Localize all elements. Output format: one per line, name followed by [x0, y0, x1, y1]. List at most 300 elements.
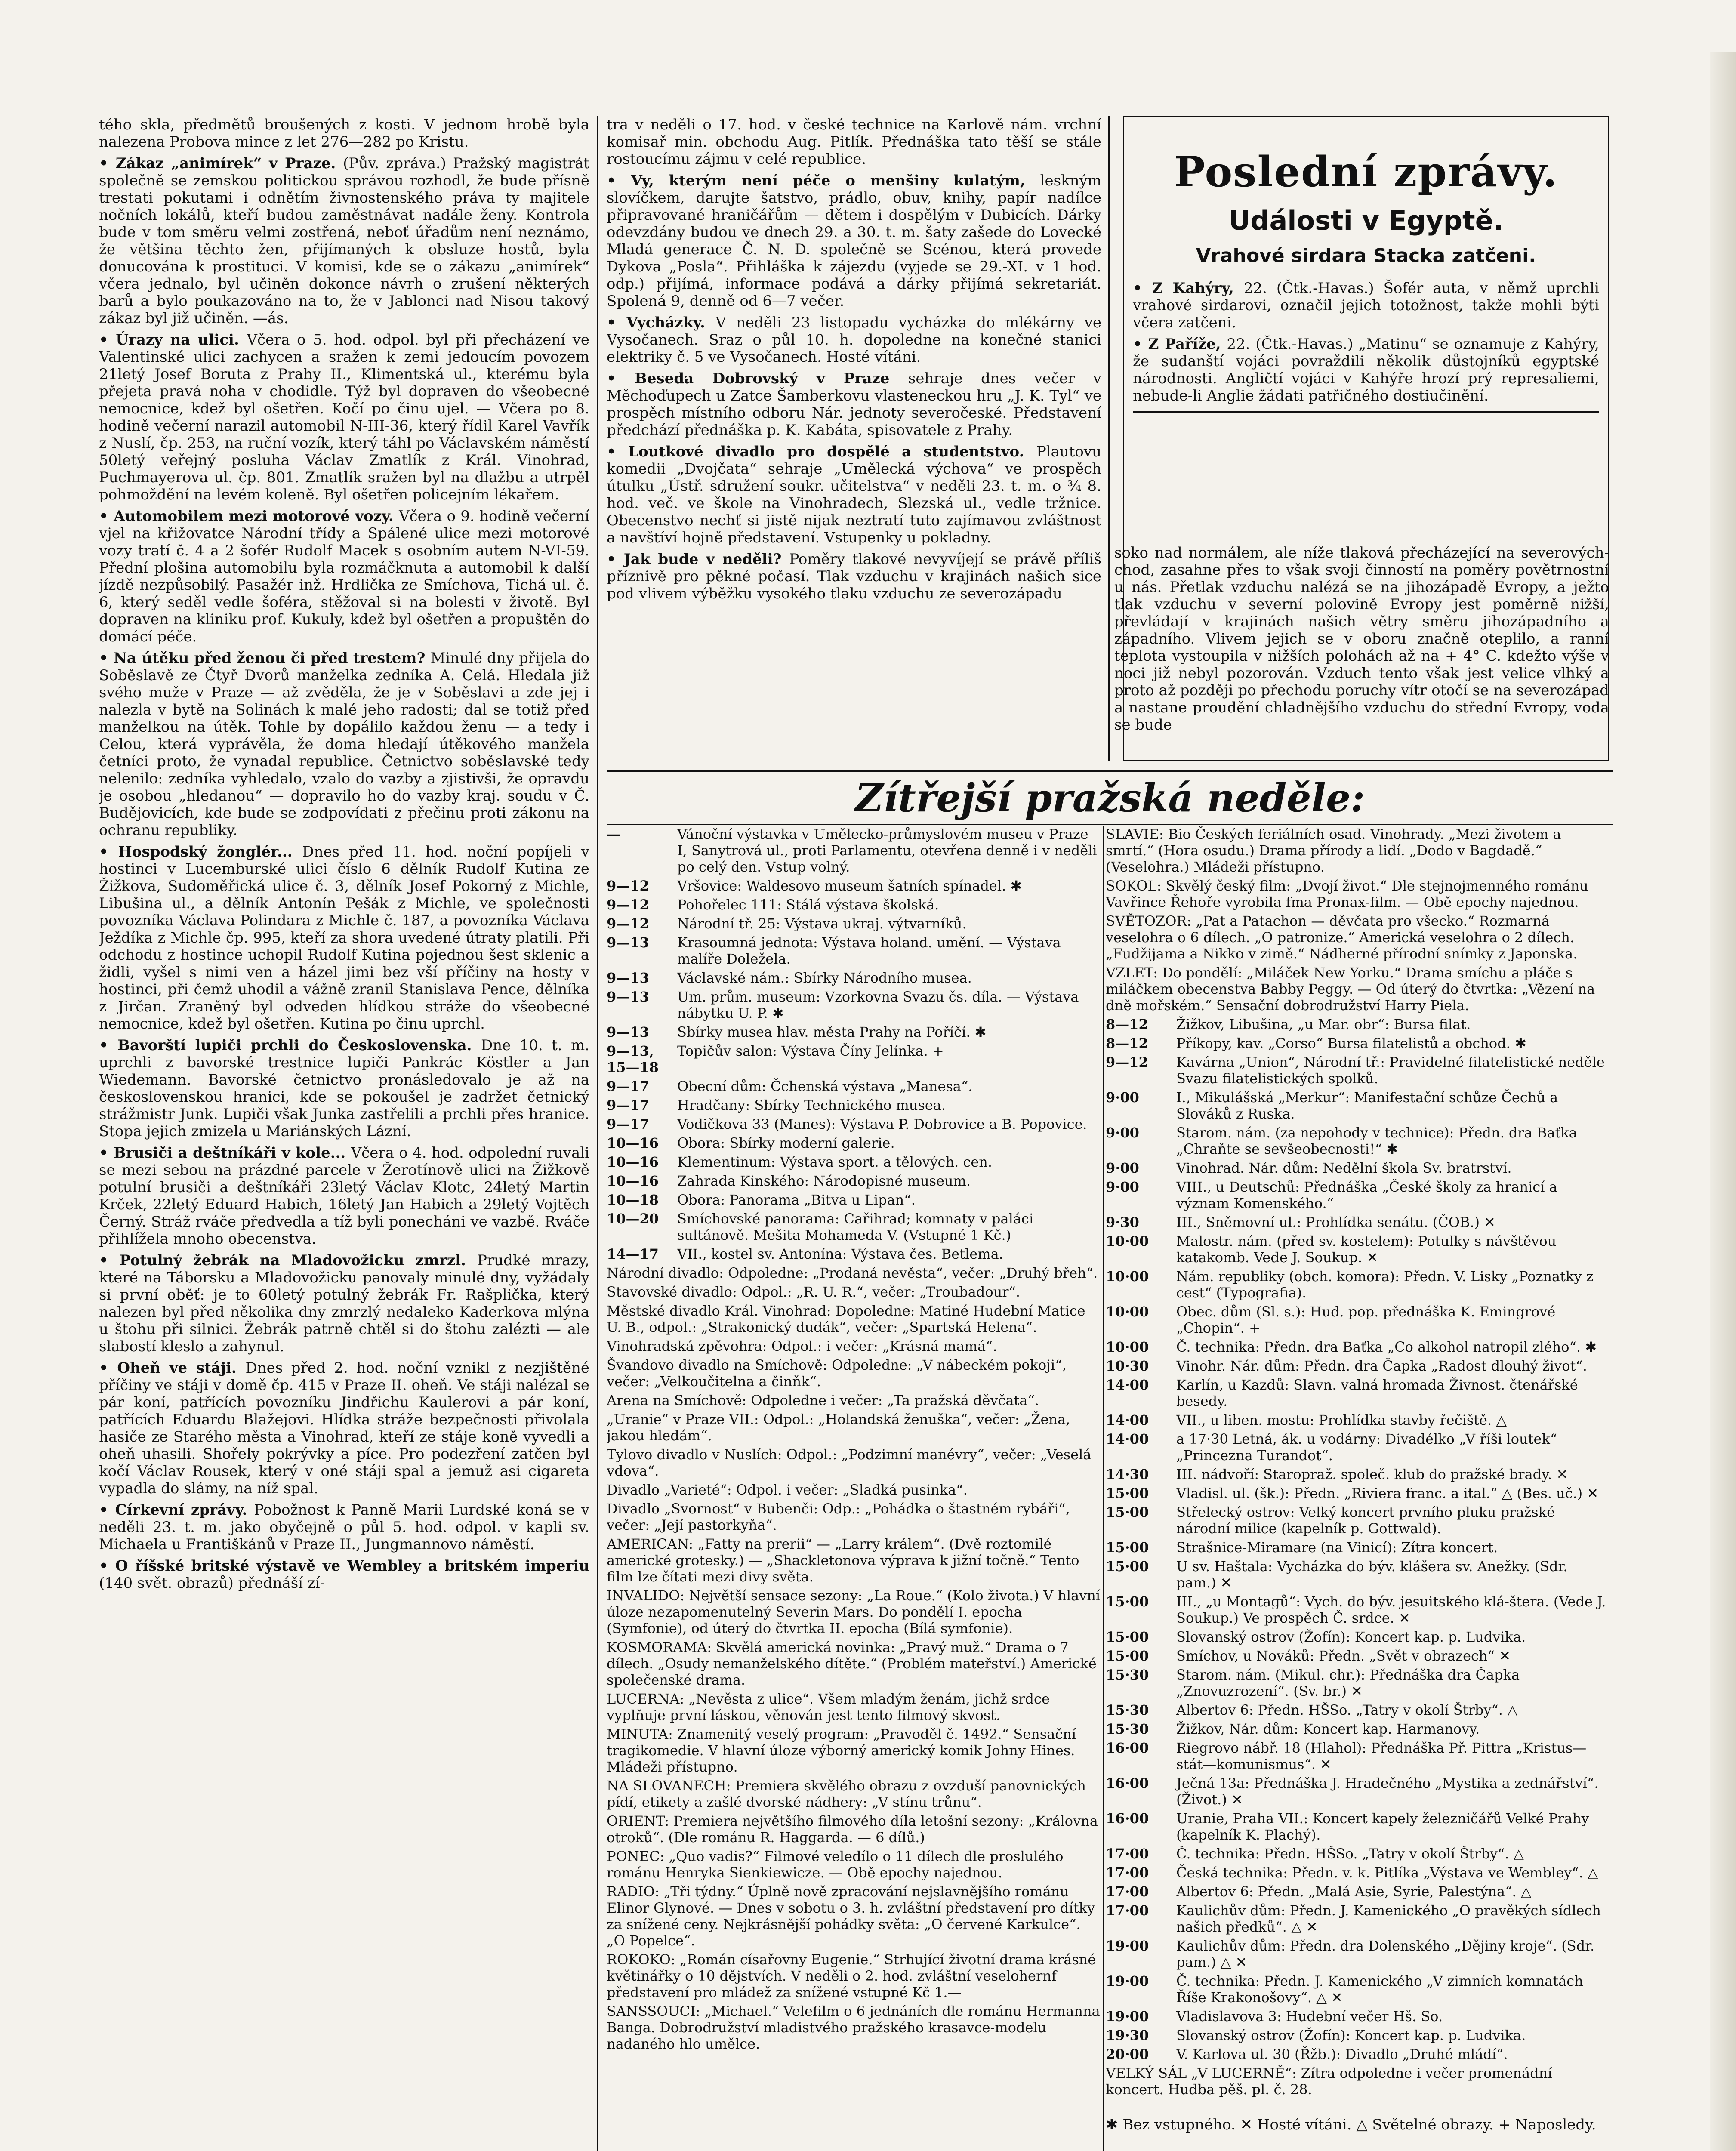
event-time: 9·00 [1106, 1179, 1139, 1195]
article-headline: • Loutkové divadlo pro dospělé a studentstvo. [607, 443, 1036, 460]
event-row [607, 2003, 1101, 2052]
event-time: 15·00 [1106, 1558, 1149, 1575]
event-time: 9—12 [607, 915, 649, 932]
event-time: 10—16 [607, 1173, 659, 1189]
event-row [607, 1116, 1101, 1132]
event-row [1106, 1179, 1609, 1211]
article-body: Včera o 9. hodině večerní vjel na křižovatce Národní třídy a Spálené ulice mezi motorové vozy tratí č. 4 a 2 šofér Rudolf Macek s osobním autem N-VI-59. Přední plošina automobilu byla rozmáčknuta a automobil k další jízdě nezpůsobilý. Pasažér inž. Hrdlička ze Smíchova, Tichá ul. č. 6, který seděl vedle šoféra, stěžoval si na bolesti v životě. Byl dopraven na kliniku prof. Kukuly, kdež byl ošetřen a propuštěn do domácí péče. [99, 508, 589, 645]
event-time: 8—12 [1106, 1016, 1148, 1032]
event-row [607, 1211, 1101, 1243]
event-row [607, 1848, 1101, 1881]
event-text: Pohořelec 111: Stálá výstava školská. [677, 897, 939, 913]
event-time: 15·00 [1106, 1539, 1149, 1556]
divider-rule [1133, 411, 1599, 413]
event-text: Vodičkova 33 (Manes): Výstava P. Dobrovice a B. Popovice. [677, 1116, 1087, 1132]
event-text: NA SLOVANECH: Premiera skvělého obrazu z ovzduší panovnických pídí, etikety a zašlé dvorské nádhery: „V stínu trůnu“. [607, 1778, 1086, 1810]
event-row [1106, 1214, 1609, 1230]
event-text: „Uranie“ v Praze VII.: Odpol.: „Holandská ženuška“, večer: „Žena, jakou hledám“. [607, 1411, 1070, 1444]
event-row [607, 1639, 1101, 1688]
article-body: 22. (Čtk.-Havas.) „Matinu“ se oznamuje z Kahýry, že sudanští vojáci povraždili několik důstojníků egyptské národnosti. Angličtí vojáci v Kahýře hrozí prý represaliemi, nebude-li Anglie žádati patřičného dostiučinění. [1133, 336, 1599, 404]
event-row [1106, 913, 1609, 962]
event-text: Zahrada Kinského: Národopisné museum. [677, 1173, 971, 1189]
event-row [1106, 1810, 1609, 1843]
event-text: Kaulichův dům: Předn. J. Kamenického „O pravěkých sídlech našich předků“. △ ✕ [1176, 1902, 1601, 1935]
article-headline: • Vy, kterým není péče o menšiny kulatým, [607, 172, 1040, 189]
article [607, 314, 1101, 366]
event-text: III. nádvoří: Staropraž. společ. klub do pražské brady. ✕ [1176, 1466, 1568, 1482]
event-row [607, 1303, 1101, 1335]
event-time: 9—12 [1106, 1054, 1148, 1070]
article-body: Pobožnost k Panně Marii Lurdské koná se v neděli 23. t. m. jako obyčejně o půl 5. hod. odpol. v kapli sv. Michaela u Františkánů v Praze II., Jungmannovo náměstí. [99, 1501, 589, 1553]
event-text: III., „u Montagů“: Vych. do býv. jesuitského klá-štera. (Vede J. Soukup.) Ve prospěch Č. srdce. ✕ [1176, 1593, 1606, 1626]
event-row [607, 1357, 1101, 1390]
event-time: 15·00 [1106, 1593, 1149, 1610]
event-text: Kavárna „Union“, Národní tř.: Pravidelné filatelistické neděle Svazu filatelistických spolků. [1176, 1054, 1605, 1087]
event-row [607, 1338, 1101, 1354]
event-text: Švandovo divadlo na Smíchově: Odpoledne: „V nábeckém pokoji“, večer: „Velkoučitelna a činňk“. [607, 1357, 1067, 1390]
article [99, 1144, 589, 1248]
event-row [1106, 1629, 1609, 1645]
event-row [1106, 1339, 1609, 1355]
event-text: Národní tř. 25: Výstava ukraj. výtvarníků. [677, 915, 967, 932]
event-row [1106, 1864, 1609, 1881]
event-row [1106, 1648, 1609, 1664]
article-headline: • Vycházky. [607, 314, 716, 331]
article-headline: • O říšské britské výstavě ve Wembley a britském imperiu [99, 1557, 589, 1575]
article-body: Prudké mrazy, které na Táborsku a Mladovožicku panovaly minulé dny, vyžádaly si první oběť: je to 60letý potulný žebrák Fr. Rašplička, který nalezen byl před několika dny zmrzlý nedaleko Kaderkova mlýna u štohu při silnici. Žebrák patrně chtěl si do štohu zalézti — ale slabostí kleslo a zahynul. [99, 1252, 589, 1355]
event-time: 10—16 [607, 1135, 659, 1151]
event-row [1106, 1938, 1609, 1970]
event-text: Uranie, Praha VII.: Koncert kapely železničářů Velké Prahy (kapelník K. Plachý). [1176, 1810, 1589, 1843]
article [99, 116, 589, 151]
event-time: 9—13 [607, 934, 649, 951]
event-time: 14·00 [1106, 1431, 1149, 1447]
event-row [607, 1883, 1101, 1949]
legend: ✱ Bez vstupného. ✕ Hosté vítáni. △ Světelné obrazy. + Naposledy. [1106, 2111, 1609, 2134]
event-text: Karlín, u Kazdů: Slavn. valná hromada Živnost. čtenářské besedy. [1176, 1377, 1578, 1409]
event-time: 19·00 [1106, 2008, 1149, 2025]
event-row [607, 1446, 1101, 1479]
event-text: Slovanský ostrov (Žofín): Koncert kap. p. Ludvika. [1176, 1629, 1526, 1645]
event-row [1106, 2046, 1609, 2062]
article-body: tého skla, předmětů broušených z kosti. V jednom hrobě byla nalezena Probova mince z let 276—282 po Kristu. [99, 116, 589, 151]
event-text: Václavské nám.: Sbírky Národního musea. [677, 970, 972, 986]
event-row [1106, 1485, 1609, 1501]
event-text: III., Sněmovní ul.: Prohlídka senátu. (ČOB.) ✕ [1176, 1214, 1496, 1230]
event-text: ORIENT: Premiera největšího filmového díla letošní sezony: „Královna otroků“. (Dle románu R. Haggarda. — 6 dílů.) [607, 1813, 1098, 1846]
article-headline: • Z Kahýry, [1133, 280, 1244, 297]
event-row [607, 1173, 1101, 1189]
event-row [607, 1392, 1101, 1408]
event-time: 17·00 [1106, 1846, 1149, 1862]
article [607, 443, 1101, 546]
event-text: Nám. republiky (obch. komora): Předn. V. Lisky „Poznatky z cest“ (Typografia). [1176, 1268, 1594, 1301]
article-headline: • Církevní zprávy. [99, 1501, 254, 1519]
event-row [1106, 1740, 1609, 1772]
article [99, 1501, 589, 1553]
event-text: Tylovo divadlo v Nuslích: Odpol.: „Podzimní manévry“, večer: „Veselá vdova“. [607, 1446, 1092, 1479]
event-time: 19·00 [1106, 1938, 1149, 1954]
event-text: Česká technika: Předn. v. k. Pitlíka „Výstava ve Wembley“. △ [1176, 1864, 1598, 1881]
weather-text: soko nad normálem, ale níže tlaková přecházející na severovýchchod, zasahne přes to však svoji činností na poměry povětrnostní u nás. Přetlak vzduchu nalézá se na jihozápadě Evropy, a ježto tlak vzduchu v severní polovině Evropy jest poměrně nižší, převládají v krajinách našich větry směru jihozápadního a západního. Vlivem jejich se v oboru značně oteplilo, a ranní teplota vystoupila v nižších polohách až na + 4° C. kdežto výše v noci již nebyl pozorován. Vzduch tento však jest velice vlhký a proto až později po přechodu poruchy vítr otočí se na severozápad a nastane proudění chladnějšího vzduchu do střední Evropy, voda se bude [1114, 544, 1609, 733]
event-text: Hradčany: Sbírky Technického musea. [677, 1097, 946, 1113]
event-row [1106, 1377, 1609, 1409]
event-time: 10—20 [607, 1211, 659, 1227]
event-time: 9—13, 15—18 [607, 1043, 659, 1076]
event-row [607, 1951, 1101, 2000]
event-text: Divadlo „Varieté“: Odpol. i večer: „Sladká pusinka“. [607, 1482, 968, 1498]
event-time: — [607, 826, 620, 842]
event-text: Vladisl. ul. (šk.): Předn. „Riviera franc. a ital.“ △ (Bes. uč.) ✕ [1176, 1485, 1599, 1501]
event-text: INVALIDO: Největší sensace sezony: „La Roue.“ (Kolo života.) V hlavní úloze nezapomenutelný Severin Mars. Do pondělí I. epocha (Symfonie), od úterý do čtvrtka II. epocha (Bílá symfonie). [607, 1587, 1101, 1636]
event-text: Národní divadlo: Odpoledne: „Prodaná nevěsta“, večer: „Druhý břeh“. [607, 1265, 1098, 1281]
article [99, 1359, 589, 1497]
event-time: 9—17 [607, 1116, 649, 1132]
event-text: Vinohradská zpěvohra: Odpol.: i večer: „Krásná mamá“. [607, 1338, 997, 1354]
event-text: AMERICAN: „Fatty na prerii“ — „Larry králem“. (Dvě roztomilé americké grotesky.) — „Shackletonova výprava k jižní točně.“ Tento film lze čítati mezi divy světa. [607, 1536, 1079, 1585]
event-row [607, 1192, 1101, 1208]
event-row [607, 1501, 1101, 1533]
event-text: Č. technika: Předn. HŠSo. „Tatry v okolí Štrby“. △ [1176, 1846, 1524, 1862]
event-row [607, 1778, 1101, 1810]
event-time: 15·00 [1106, 1629, 1149, 1645]
event-time: 15·00 [1106, 1485, 1149, 1501]
event-time: 15·30 [1106, 1667, 1149, 1683]
event-text: SANSSOUCI: „Michael.“ Velefilm o 6 jednáních dle románu Hermanna Banga. Dobrodružství mladistvého pražského krasavce-modelu nadaného hlo umělce. [607, 2003, 1100, 2052]
event-time: 10—18 [607, 1192, 659, 1208]
event-row [607, 1265, 1101, 1281]
event-text: LUCERNA: „Nevěsta z ulice“. Všem mladým ženám, jichž srdce vyplňuje první láskou, věnován jest tento filmový skvost. [607, 1691, 1050, 1723]
event-row [1106, 1035, 1609, 1051]
event-text: Starom. nám. (za nepohody v technice): Předn. dra Baťka „Chraňte se sevšeobecnosti!“ ✱ [1176, 1125, 1577, 1157]
event-text: VZLET: Do pondělí: „Miláček New Yorku.“ Drama smíchu a pláče s miláčkem obecenstva Babby Peggy. — Od úterý do čtvrtka: „Vězení na dně mořském.“ Sensační dobrodružství Harry Piela. [1106, 965, 1595, 1014]
event-text: Městské divadlo Král. Vinohrad: Dopoledne: Matiné Hudební Matice U. B., odpol.: „Strakonický dudák“, večer: „Spartská Helena“. [607, 1303, 1085, 1335]
event-text: Divadlo „Svornost“ v Bubenči: Odp.: „Pohádka o štastném rybáři“, večer: „Její pastorkyňa“. [607, 1501, 1070, 1533]
article-body: Včera o 4. hod. odpolední ruvali se mezi sebou na prázdné parcele v Žerotínově ulici na Žižkově potulní brusiči a deštníkáři 23letý Václav Klotc, 24letý Martin Krček, 22letý Eduard Habich, 16letý Jan Habich a 29letý Vojtěch Černý. Stráž rváče předvedla a tíž byli ponecháni ve vazbě. Rváče přihlížela mnoho obecenstva. [99, 1144, 589, 1248]
event-time: 9·00 [1106, 1089, 1139, 1106]
event-row [1106, 1268, 1609, 1301]
event-time: 15·30 [1106, 1702, 1149, 1718]
event-time: 9·30 [1106, 1214, 1139, 1230]
event-text: Krasoumná jednota: Výstava holand. umění. — Výstava malíře Doležela. [677, 934, 1061, 967]
article [99, 508, 589, 645]
event-time: 15·30 [1106, 1721, 1149, 1737]
event-time: 17·00 [1106, 1883, 1149, 1900]
event-row [1106, 878, 1609, 910]
event-row [607, 1411, 1101, 1444]
event-text: Smíchov, u Nováků: Předn. „Svět v obrazech“ ✕ [1176, 1648, 1511, 1664]
article [607, 116, 1101, 168]
event-text: Žižkov, Libušina, „u Mar. obr“: Bursa filat. [1176, 1016, 1471, 1032]
event-time: 10·00 [1106, 1304, 1149, 1320]
article [607, 551, 1101, 602]
event-text: U sv. Haštala: Vycházka do býv. klášera sv. Anežky. (Sdr. pam.) ✕ [1176, 1558, 1568, 1591]
event-time: 14·00 [1106, 1377, 1149, 1393]
article-body: sehraje dnes večer v Měchoďupech u Zatce Šamberkovu vlasteneckou hru „J. K. Tyl“ ve prospěch místního odboru Nár. jednoty severočeské. Představení předchází přednáška p. K. Kabáta, spisovatele z Prahy. [607, 370, 1101, 439]
event-row [607, 1154, 1101, 1170]
event-text: Sbírky musea hlav. města Prahy na Poříčí. ✱ [677, 1024, 987, 1040]
event-text: SLAVIE: Bio Českých feriálních osad. Vinohrady. „Mezi životem a smrtí.“ (Hora osudu.) Drama přírody a lidí. „Dodo v Bagdadě.“ (Veselohra.) Mládeži přístupno. [1106, 826, 1561, 875]
event-row [607, 1587, 1101, 1636]
article-body: leskným slovíčkem, darujte šatstvo, prádlo, obuv, knihy, papír nadílce připravované hraničářům — dětem i dospělým v Dubicích. Dárky odevzdány budou ve dnech 29. a 30. t. m. šaty zašede do Lovecké Mladá generace Č. N. D. společně se Scénou, která provede Dykova „Posla“. Přihláška k zájezdu (vyjede se 29.-XI. v 1 hod. odp.) přijímá, informace podává a dárky přijímá sekretariát. Spolená 9, denně od 6—7 večer. [607, 172, 1101, 310]
article [1133, 280, 1599, 331]
event-row [1106, 1412, 1609, 1428]
event-text: ROKOKO: „Román císařovny Eugenie.“ Strhující životní drama krásné květinářky o 10 dějstvích. V neděli o 2. hod. zvláštní veselohernf představení pro mládež za snížené vstupné Kč 1.— [607, 1951, 1096, 2000]
event-text: Vinohrad. Nár. dům: Nedělní škola Sv. bratrství. [1176, 1160, 1512, 1176]
event-time: 9—13 [607, 1024, 649, 1040]
event-time: 16·00 [1106, 1810, 1149, 1827]
event-time: 9—13 [607, 989, 649, 1005]
event-time: 19·30 [1106, 2027, 1149, 2043]
event-text: Vinohr. Nár. dům: Předn. dra Čapka „Radost dlouhý život“. [1176, 1358, 1587, 1374]
event-row [607, 1536, 1101, 1585]
event-row [1106, 1902, 1609, 1935]
event-row [607, 1135, 1101, 1151]
event-time: 17·00 [1106, 1902, 1149, 1919]
article-headline: • Jak bude v neděli? [607, 551, 789, 568]
article-body: Poměry tlakové nevyvíjejí se právě příliš příznivě pro pěkné počasí. Tlak vzduchu v krajinách našich sice pod vlivem výběžku vysokého tlaku vzduchu ze severozápadu [607, 551, 1101, 602]
article-headline: • Brusiči a deštníkáři v kole... [99, 1144, 351, 1162]
event-text: Střelecký ostrov: Velký koncert prvního pluku pražské národní milice (kapelník p. Gottwald). [1176, 1504, 1555, 1537]
event-text: VII., kostel sv. Antonína: Výstava čes. Betlema. [677, 1246, 1003, 1262]
event-time: 10·00 [1106, 1268, 1149, 1285]
event-text: Č. technika: Předn. dra Baťka „Co alkohol natropil zlého“. ✱ [1176, 1339, 1597, 1355]
latest-news-title: Poslední zprávy. [1174, 148, 1558, 196]
event-row [1106, 1233, 1609, 1266]
event-text: a 17·30 Letná, ák. u vodárny: Divadélko „V říši loutek“ „Princezna Turandot“. [1176, 1431, 1557, 1464]
sunday-heading-box [607, 770, 1613, 825]
event-time: 14·00 [1106, 1412, 1149, 1428]
article-headline: • Úrazy na ulici. [99, 331, 247, 348]
event-text: Ječná 13a: Přednáška J. Hradečného „Mystika a zednářství“. (Život.) ✕ [1176, 1775, 1599, 1808]
article [607, 370, 1101, 439]
event-row [607, 1246, 1101, 1262]
event-row [607, 1078, 1101, 1094]
event-row [1106, 1775, 1609, 1808]
event-row [1106, 1846, 1609, 1862]
event-text: Starom. nám. (Mikul. chr.): Přednáška dra Čapka „Znovuzrození“. (Sv. br.) ✕ [1176, 1667, 1520, 1699]
event-text: Albertov 6: Předn. „Malá Asie, Syrie, Palestýna“. △ [1176, 1883, 1532, 1900]
event-time: 9—12 [607, 897, 649, 913]
event-time: 9—13 [607, 970, 649, 986]
article [99, 1252, 589, 1355]
event-text: Topičův salon: Výstava Číny Jelínka. + [677, 1043, 944, 1059]
event-text: SVĚTOZOR: „Pat a Patachon — děvčata pro všecko.“ Rozmarná veselohra o 6 dílech. „O patronize.“ Americká veselohra o 2 dílech. „Fudžijama a Nikko v zimě.“ Nádherné přírodní snímky z Japonska. [1106, 913, 1578, 962]
event-text: SOKOL: Skvělý český film: „Dvojí život.“ Dle stejnojmenného románu Vavřince Řehoře vyrobila fma Pronax-film. — Obě epochy najednou. [1106, 878, 1588, 910]
article-body: Plautovu komedii „Dvojčata“ sehraje „Umělecká výchova“ ve prospěch útulku „Ústř. sdružení soukr. učitelstva“ v neděli 23. t. m. o ¾ 8. hod. več. ve škole na Vinohradech, Slezská ul., vedle tržnice. Obecenstvo nechť si jistě nijak neztratí tuto zajímavou zvláštnost a navštíví hojně představení. Vstupenky u pokladny. [607, 443, 1101, 546]
event-text: Malostr. nám. (před sv. kostelem): Potulky s návštěvou katakomb. Vede J. Soukup. ✕ [1176, 1233, 1557, 1266]
article [99, 331, 589, 503]
sunday-title: Zítřejší pražská neděle: [855, 775, 1365, 821]
event-row [607, 826, 1101, 875]
event-time: 9—17 [607, 1097, 649, 1113]
column-divider [1108, 116, 1110, 761]
event-text: Obora: Sbírky moderní galerie. [677, 1135, 895, 1151]
event-time: 8—12 [1106, 1035, 1148, 1051]
article [99, 650, 589, 839]
event-text: Smíchovské panorama: Cařihrad; komnaty v paláci sultánově. Mešita Mohameda V. (Vstupné 1 Kč.) [677, 1211, 1034, 1243]
sunday-right-items [1106, 826, 1609, 2098]
egypt-heading: Události v Egyptě. [1228, 205, 1504, 236]
event-row [1106, 2065, 1609, 2098]
article-headline: • Automobilem mezi motorové vozy. [99, 508, 399, 525]
event-text: VIII., u Deutschů: Přednáška „České školy za hranicí a význam Komenského.“ [1176, 1179, 1557, 1211]
event-time: 10·00 [1106, 1339, 1149, 1355]
event-time: 9—12 [607, 878, 649, 894]
event-row [607, 989, 1101, 1021]
event-text: Riegrovo nábř. 18 (Hlahol): Přednáška Př. Pittra „Kristus—stát—komunismus“. ✕ [1176, 1740, 1587, 1772]
event-time: 10·00 [1106, 1233, 1149, 1249]
event-text: Příkopy, kav. „Corso“ Bursa filatelistů a obchod. ✱ [1176, 1035, 1526, 1051]
event-time: 14·30 [1106, 1466, 1149, 1482]
article [607, 172, 1101, 310]
event-row [607, 878, 1101, 894]
event-time: 10·30 [1106, 1358, 1149, 1374]
event-row [607, 970, 1101, 986]
latest-news-items [1133, 280, 1599, 404]
page-edge-shadow [1710, 52, 1736, 2151]
event-row [607, 1813, 1101, 1846]
event-row [1106, 1973, 1609, 2006]
event-row [1106, 1504, 1609, 1537]
event-row [607, 1691, 1101, 1723]
event-row [1106, 1667, 1609, 1699]
event-row [607, 934, 1101, 967]
event-text: V. Karlova ul. 30 (Řžb.): Divadlo „Druhé mládí“. [1176, 2046, 1508, 2062]
event-text: RADIO: „Tři týdny.“ Úplně nově zpracování nejslavnějšího románu Elinor Glynové. — Dnes v sobotu o 3. h. zvláštní představení pro dítky za snížené ceny. Nejkrásnější pohádky světa: „O červené Karkulce“. „O Popelce“. [607, 1883, 1095, 1949]
event-row [607, 1024, 1101, 1040]
article-body: Včera o 5. hod. odpol. byl při přecházení ve Valentinské ulici zachycen a sražen k zemi jedoucím povozem 21letý Josef Boruta z Prahy II., Klimentská ul., kterému byla přejeta pravá noha v chodidle. Týž byl dopraven do všeobecné nemocnice, kdež byl ošetřen. Kočí po činu ujel. — Včera po 8. hodině večerní narazil automobil N-III-36, který řídil Karel Vavřík z Nuslí, čp. 253, na ruční vozík, který táhl po Václavském náměstí 50letý veřejný posluha Václav Zmatlík z Král. Vinohrad, Puchmayerova ul. čp. 801. Zmatlík sražen byl na dlažbu a utrpěl pohmoždění na levém koleně. Byl ošetřen policejním lékařem. [99, 331, 589, 503]
event-text: Č. technika: Předn. J. Kamenického „V zimních komnatách Říše Krakonošovy“. △ ✕ [1176, 1973, 1583, 2006]
event-row [1106, 826, 1609, 875]
event-row [1106, 1016, 1609, 1032]
sunday-list-left [607, 826, 1101, 2151]
event-time: 14—17 [607, 1246, 659, 1262]
article-body: Dnes před 2. hod. noční vznikl z nezjištěné příčiny ve stáji v domě čp. 415 v Praze II. oheň. Ve stáji nalézal se pár koní, patřících povozníku Jindřichu Kaulerovi a pár koní, patřících Eduardu Blažejovi. Hlídka stráže bezpečnosti přivolala hasiče ze Starého města a Vinohrad, kteří ze stáje koně vyvedli a oheň uhasili. Shořely pokrývky a píce. Pro podezření zatčen byl kočí Václav Rousek, který v oné stáji spal a jemuž asi cigareta vypadla do slámy, na níž spal. [99, 1359, 589, 1497]
event-row [1106, 1125, 1609, 1157]
article-body: tra v neděli o 17. hod. v české technice na Karlově nám. vrchní komisař min. obchodu Aug. Pitlík. Přednáška tato těší se stále rostoucímu zájmu v celé republice. [607, 116, 1101, 168]
event-time: 9·00 [1106, 1160, 1139, 1176]
event-text: Obec. dům (Sl. s.): Hud. pop. přednáška K. Emingrové „Chopin“. + [1176, 1304, 1556, 1336]
article [99, 843, 589, 1032]
egypt-subheading: Vrahové sirdara Stacka zatčeni. [1196, 245, 1536, 267]
event-row [1106, 1721, 1609, 1737]
event-text: MINUTA: Znamenitý veselý program: „Pravoděl č. 1492.“ Sensační tragikomedie. V hlavní úloze výborný americký komik Johny Hines. Mládeži přístupno. [607, 1726, 1076, 1775]
event-text: PONEC: „Quo vadis?“ Filmové veledílo o 11 dílech dle proslulého románu Henryka Sienkiewicze. — Obě epochy najednou. [607, 1848, 1064, 1881]
article-body: Dnes před 11. hod. noční popíjeli v hostinci v Lucemburské ulici číslo 6 dělník Rudolf Kutina ze Žižkova, Sudoměřická ulice č. 3, dělník Josef Pokorný z Michle, Libušina ul., a dělník Antonín Pešák z Michle, ve společnosti povozníka Václava Polindara z Michle č. 187, a povozníka Václava Ježdíka z Michle čp. 995, kteří za shora uvedené útraty platili. Při odchodu z hostince uchopil Rudolf Kutina pojednou šest sklenic a židli, vyšel s nimi ven a házel jimi bez vší příčiny na hosty v hostinci, při čemž uhodil a vážně zranil Stanislava Pence, dělníka z Jirčan. Zraněný byl odveden hlídkou stráže do všeobecné nemocnice, kdež byl ošetřen. Kutina po činu uprchl. [99, 843, 589, 1032]
event-row [1106, 965, 1609, 1014]
article-body: (Pův. zpráva.) Pražský magistrát společně se zemskou politickou správou rozhodl, že bude přísně trestati pokutami i odnětím živnostenského práva ty majitele nočních lokálů, kteří budou zaměstnávat nadále ženy. Kontrola bude v tom směru velmi zostřená, neboť úřadům není neznámo, že většina těchto žen, přijímaných k obsluze hostů, byla donucována k prostituci. V komisi, kde se o zákazu „animírek“ včera jednalo, byl učiněn dokonce návrh o zrušení některých barů a bylo poukazováno na to, že v Jablonci nad Nisou takový zákaz byl již učiněn. —ás. [99, 155, 589, 327]
event-text: Kaulichův dům: Předn. dra Dolenského „Dějiny kroje“. (Sdr. pam.) △ ✕ [1176, 1938, 1595, 1970]
event-row [607, 915, 1101, 932]
article [1133, 336, 1599, 404]
event-row [1106, 1431, 1609, 1464]
event-text: KOSMORAMA: Skvělá americká novinka: „Pravý muž.“ Drama o 7 dílech. „Osudy nemanželského dítěte.“ (Problém mateřství.) Americké společenské drama. [607, 1639, 1097, 1688]
article-headline: • Beseda Dobrovský v Praze [607, 370, 908, 387]
article-headline: • Potulný žebrák na Mladovožicku zmrzl. [99, 1252, 478, 1269]
event-time: 9·00 [1106, 1125, 1139, 1141]
event-text: I., Mikulášská „Merkur“: Manifestační schůze Čechů a Slováků z Ruska. [1176, 1089, 1558, 1122]
event-text: VELKÝ SÁL „V LUCERNĚ“: Zítra odpoledne i večer promenádní koncert. Hudba pěš. pl. č. 28. [1106, 2065, 1552, 2098]
event-text: Vršovice: Waldesovo museum šatních spínadel. ✱ [677, 878, 1022, 894]
event-text: Arena na Smíchově: Odpoledne i večer: „Ta pražská děvčata“. [607, 1392, 1039, 1408]
event-row [1106, 2027, 1609, 2043]
event-text: Vladislavova 3: Hudební večer Hš. So. [1176, 2008, 1443, 2025]
event-row [1106, 1304, 1609, 1336]
event-row [1106, 1160, 1609, 1176]
article-body: (140 svět. obrazů) přednáší zí- [99, 1575, 325, 1592]
article-headline: • Bavorští lupiči prchli do Československa. [99, 1037, 481, 1054]
event-text: Klementinum: Výstava sport. a tělových. cen. [677, 1154, 993, 1170]
event-text: Um. prům. museum: Vzorkovna Svazu čs. díla. — Výstava nábytku U. P. ✱ [677, 989, 1079, 1021]
event-text: Albertov 6: Předn. HŠSo. „Tatry v okolí Štrby“. △ [1176, 1702, 1518, 1718]
article-headline: • Zákaz „animírek“ v Praze. [99, 155, 343, 172]
event-row [1106, 1054, 1609, 1087]
event-time: 16·00 [1106, 1775, 1149, 1791]
column-divider [1103, 826, 1104, 2151]
event-row [1106, 1558, 1609, 1591]
article-body: Minulé dny přijela do Soběslavě ze Čtyř Dvorů manželka zedníka A. Celá. Hledala již svého muže v Praze — až zvěděla, že je v Soběslavi a zde jej i nalezla v bytě na Solinách k malé jeho radosti; dal se totiž před manželkou na útěk. Tohle by dopálilo každou ženu — a tedy i Celou, která vyprávěla, že doma hledají útěkového manžela četníci proto, že vynadal republice. Četnictvo soběslavské tedy nelenilo: zedníka vyhledalo, vzalo do vazby a zjistivši, že opravdu je osobou „hledanou“ — dopravilo ho do vazby kraj. soudu v Č. Budějovicích, kde bude se zodpovídati z přečinu proti zákonu na ochranu republiky. [99, 650, 589, 839]
event-time: 10—16 [607, 1154, 659, 1170]
article-body: V neděli 23 listopadu vycházka do mlékárny ve Vysočanech. Sraz o půl 10. h. dopoledne na konečné stanici elektriky č. 5 ve Vysočanech. Hosté vítáni. [607, 314, 1101, 366]
event-text: Obora: Panorama „Bitva u Lipan“. [677, 1192, 916, 1208]
event-row [607, 1726, 1101, 1775]
event-row [1106, 2008, 1609, 2025]
event-text: Strašnice-Miramare (na Vinicí): Zítra koncert. [1176, 1539, 1498, 1556]
event-row [1106, 1702, 1609, 1718]
article-body: 22. (Čtk.-Havas.) Šofér auta, v němž uprchli vrahové sirdarovi, označil jejich totožnost, takže mohli býti včera zatčeni. [1133, 280, 1600, 331]
column-divider [597, 116, 598, 2151]
event-row [1106, 1466, 1609, 1482]
event-text: VII., u liben. mostu: Prohlídka stavby řečiště. △ [1176, 1412, 1507, 1428]
event-row [1106, 1358, 1609, 1374]
event-time: 16·00 [1106, 1740, 1149, 1756]
article [99, 155, 589, 327]
event-row [607, 897, 1101, 913]
event-time: 15·00 [1106, 1648, 1149, 1664]
event-text: Obecní dům: Čchenská výstava „Manesa“. [677, 1078, 973, 1094]
article-headline: • Oheň ve stáji. [99, 1359, 246, 1377]
event-time: 15·00 [1106, 1504, 1149, 1520]
column-club-news [607, 116, 1101, 761]
column-local-news [99, 116, 589, 2151]
weather-continuation [1114, 544, 1609, 759]
event-row [1106, 1593, 1609, 1626]
event-text: Žižkov, Nár. dům: Koncert kap. Harmanovy. [1176, 1721, 1480, 1737]
event-time: 19·00 [1106, 1973, 1149, 1989]
event-text: Vánoční výstavka v Umělecko-průmyslovém museu v Praze I, Sanytrová ul., proti Parlamentu, otevřena denně i v neděli po celý den. Vstup volný. [677, 826, 1097, 875]
event-time: 20·00 [1106, 2046, 1149, 2062]
article-headline: • Hospodský žonglér... [99, 843, 302, 860]
event-row [1106, 1089, 1609, 1122]
article [99, 1037, 589, 1140]
sunday-list-right [1106, 826, 1609, 2151]
event-row [607, 1284, 1101, 1300]
event-row [1106, 1883, 1609, 1900]
event-row [607, 1482, 1101, 1498]
article [99, 1557, 589, 1592]
event-text: Stavovské divadlo: Odpol.: „R. U. R.“, večer: „Troubadour“. [607, 1284, 1021, 1300]
article-headline: • Na útěku před ženou či před trestem? [99, 650, 431, 667]
article-body: Dne 10. t. m. uprchli z bavorské trestnice lupiči Pankrác Köstler a Jan Wiedemann. Bavorské četnictvo pronásledovalo je až na československou hranici, kde se pokoušel je zadržet četnický strážmistr Junk. Lupiči však Junka zastřelili a prchli přes hranice. Stopa jejich zmizela u Mariánských Lázní. [99, 1037, 589, 1140]
event-row [607, 1043, 1101, 1076]
event-row [607, 1097, 1101, 1113]
event-time: 17·00 [1106, 1864, 1149, 1881]
article-headline: • Z Paříže, [1133, 336, 1227, 353]
event-row [1106, 1539, 1609, 1556]
event-text: Slovanský ostrov (Žofín): Koncert kap. p. Ludvika. [1176, 2027, 1526, 2043]
event-time: 9—17 [607, 1078, 649, 1094]
